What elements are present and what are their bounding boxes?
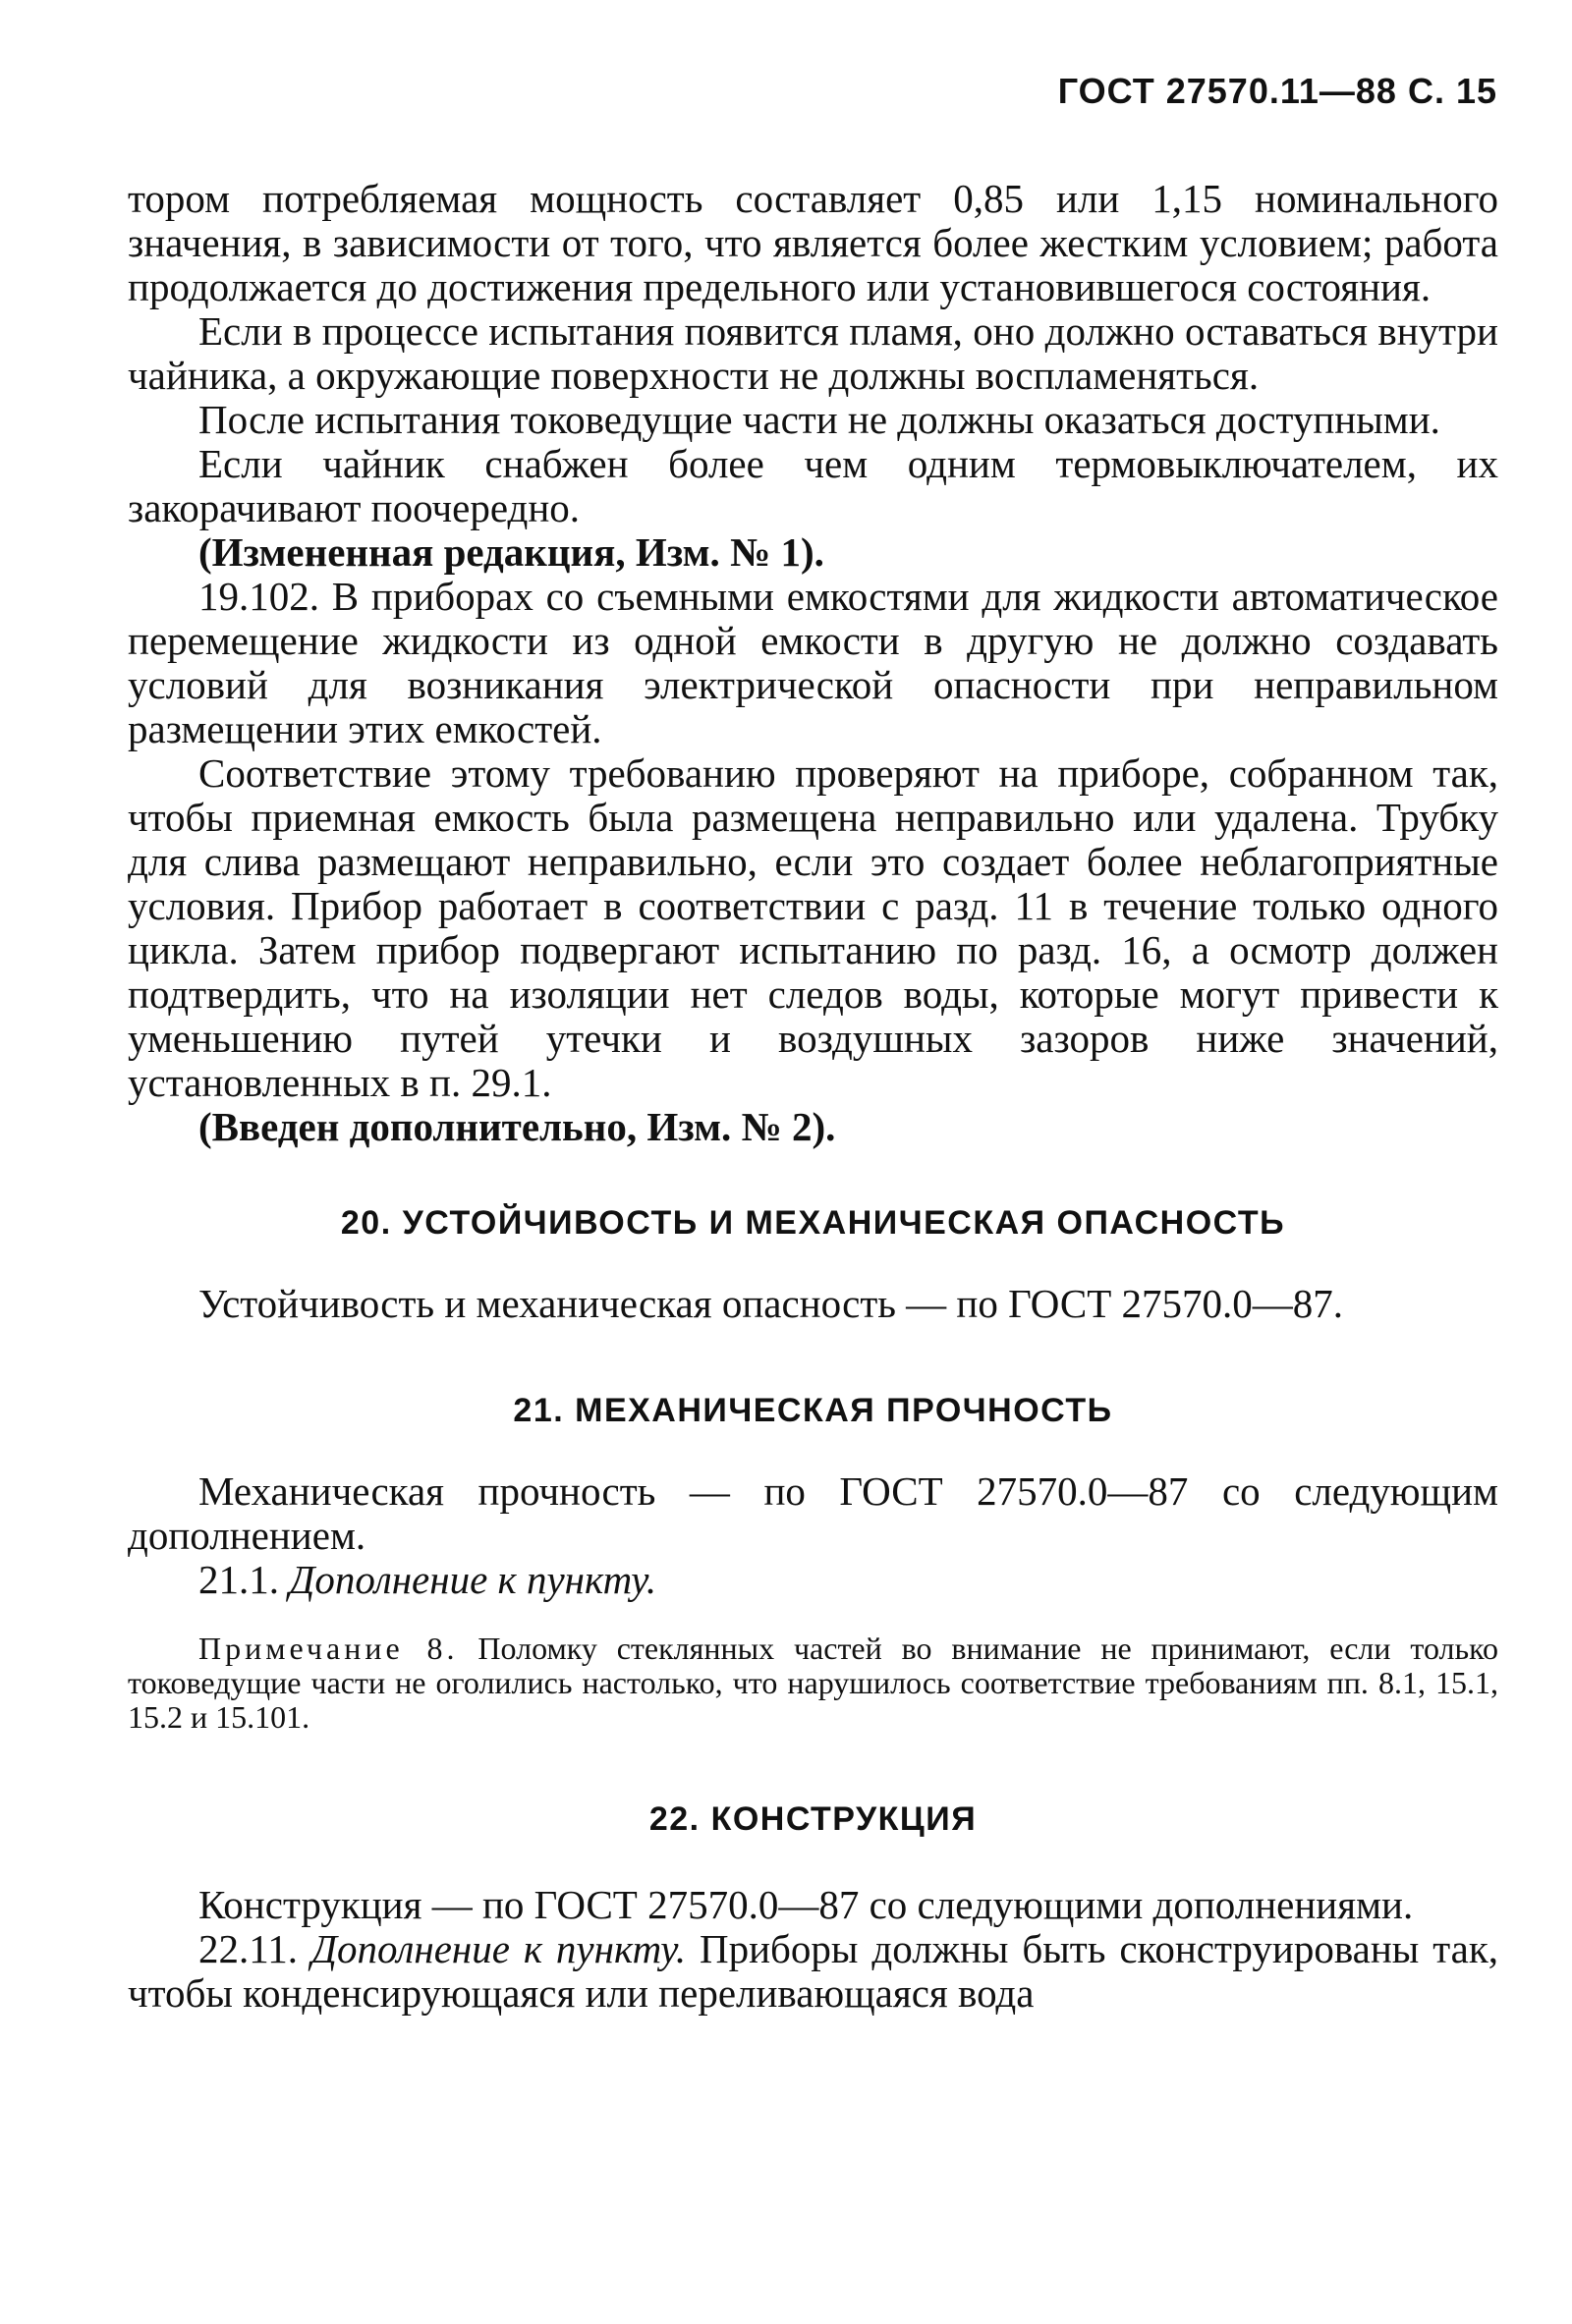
clause-21-1-number: 21.1.	[198, 1557, 279, 1602]
section-21-title: 21. МЕХАНИЧЕСКАЯ ПРОЧНОСТЬ	[513, 1392, 1113, 1429]
paragraph-19-102: 19.102. В приборах со съемными емкостями для жидкости автоматическое перемещение жидкости из одной емкости в другую не должно создавать условий для возникания электрической опасности при неправильном размещении этих емкостей.	[128, 574, 1498, 751]
clause-21-1-title: Дополнение к пункту.	[289, 1557, 657, 1602]
note-8	[128, 1632, 1498, 1735]
document-body	[128, 177, 1498, 2016]
paragraph-thermal-cutouts: Если чайник снабжен более чем одним термовыключателем, их закорачивают поочередно.	[128, 441, 1498, 530]
paragraph-flame: Если в процессе испытания появится пламя, оно должно оставаться внутри чайника, а окружающие поверхности не должны воспламеняться.	[128, 308, 1498, 398]
clause-22-11-text: Приборы должны быть сконструированы так, чтобы конденсирующаяся или переливающаяся вода	[128, 1926, 1499, 2016]
section-21-text: Механическая прочность — по ГОСТ 27570.0—87 со следующим дополнением.	[128, 1468, 1498, 1558]
note-8-label: Примечание 8.	[198, 1631, 459, 1666]
clause-22-11-number: 22.11.	[198, 1926, 298, 1971]
section-22-text: Конструкция — по ГОСТ 27570.0—87 со следующими дополнениями.	[198, 1882, 1414, 1927]
clause-21-1	[128, 1558, 1498, 1602]
clause-22-11	[128, 1927, 1498, 2016]
section-22-title: 22. КОНСТРУКЦИЯ	[648, 1800, 978, 1838]
section-20-text: Устойчивость и механическая опасность — по ГОСТ 27570.0—87.	[198, 1281, 1344, 1326]
paragraph-compliance: Соответствие этому требованию проверяют на приборе, собранном так, чтобы приемная емкость была размещена неправильно или удалена. Трубку для слива размещают неправильно, если это создает более неблагоприятные условия. Прибор работает в соответствии с разд. 11 в течение только одного цикла. Затем прибор подвергают испытанию по разд. 16, а осмотр должен подтвердить, что на изоляции нет следов воды, которые могут привести к уменьшению путей утечки и воздушных зазоров ниже значений, установленных в п. 29.1.	[128, 750, 1498, 1105]
note-8-text: Поломку стеклянных частей во внимание не принимают, если только токоведущие части не оголились настолько, что нарушилось соответствие требованиям пп. 8.1, 15.1, 15.2 и 15.101.	[128, 1631, 1499, 1735]
section-20-title: 20. УСТОЙЧИВОСТЬ И МЕХАНИЧЕСКАЯ ОПАСНОСТЬ	[340, 1204, 1286, 1242]
amendment-note-2: (Введен дополнительно, Изм. № 2).	[198, 1104, 836, 1149]
amendment-note-1: (Измененная редакция, Изм. № 1).	[198, 529, 824, 575]
clause-22-11-title: Дополнение к пункту.	[310, 1926, 687, 1971]
page-header: ГОСТ 27570.11—88 С. 15	[1057, 71, 1497, 111]
paragraph-continued: тором потребляемая мощность составляет 0,85 или 1,15 номинального значения, в зависимости от того, что является более жестким условием; работа продолжается до достижения предельного или установившегося состояния.	[128, 176, 1498, 309]
paragraph-after-test: После испытания токоведущие части не должны оказаться доступными.	[198, 397, 1440, 442]
